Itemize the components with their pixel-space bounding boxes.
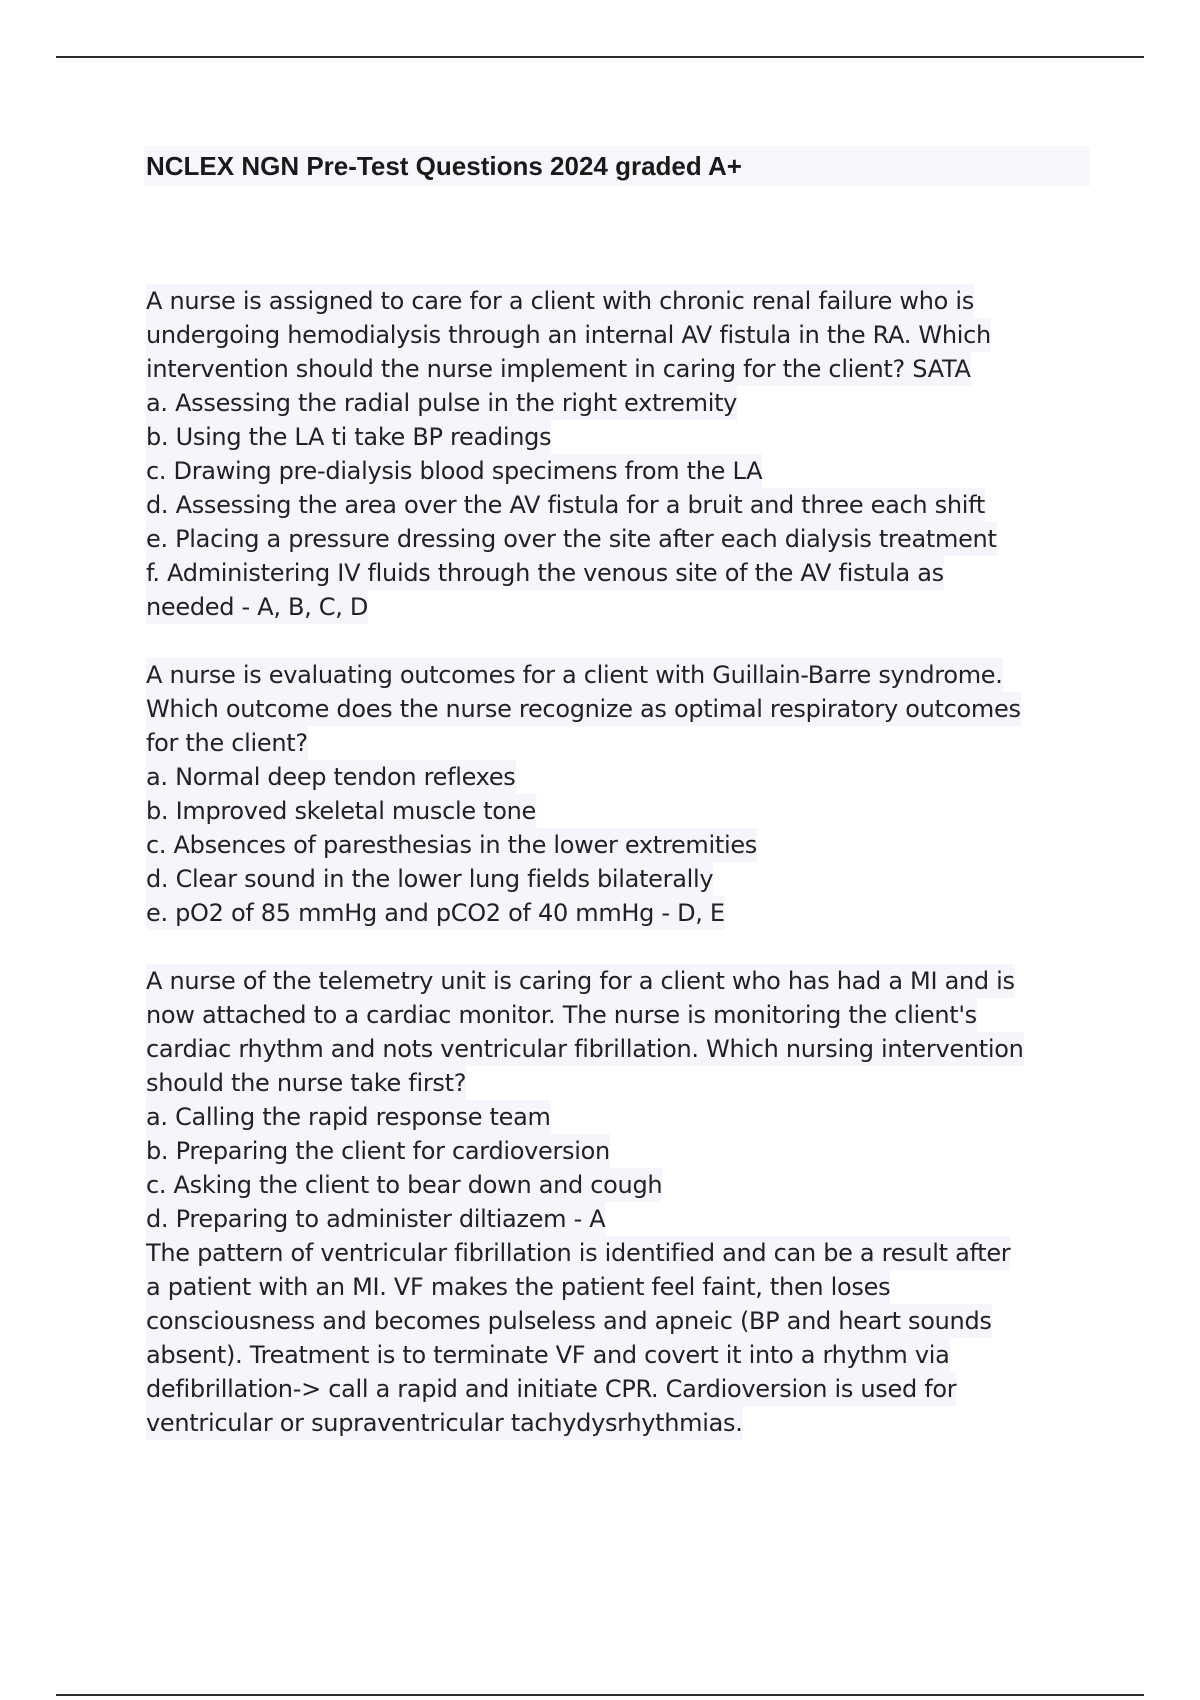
answer-option: e. Placing a pressure dressing over the site after each dialysis treatment: [146, 522, 997, 556]
text-line: A nurse of the telemetry unit is caring for a client who has had a MI and is: [146, 964, 1015, 998]
text-line: undergoing hemodialysis through an internal AV fistula in the RA. Which: [146, 318, 991, 352]
rationale-line: consciousness and becomes pulseless and apneic (BP and heart sounds: [146, 1304, 992, 1338]
answer-option: b. Preparing the client for cardioversion: [146, 1134, 610, 1168]
answer-option: a. Calling the rapid response team: [146, 1100, 551, 1134]
text-line: should the nurse take first?: [146, 1066, 466, 1100]
rationale-line: The pattern of ventricular fibrillation is identified and can be a result after: [146, 1236, 1010, 1270]
answer-option: d. Assessing the area over the AV fistula for a bruit and three each shift: [146, 488, 985, 522]
question-block-1: [146, 284, 1106, 624]
answer-option: c. Drawing pre-dialysis blood specimens from the LA: [146, 454, 762, 488]
answer-option: c. Absences of paresthesias in the lower extremities: [146, 828, 757, 862]
answer-option: c. Asking the client to bear down and cough: [146, 1168, 662, 1202]
answer-key: e. pO2 of 85 mmHg and pCO2 of 40 mmHg - D, E: [146, 896, 725, 930]
answer-option: d. Clear sound in the lower lung fields bilaterally: [146, 862, 713, 896]
answer-key: needed - A, B, C, D: [146, 590, 368, 624]
text-line: now attached to a cardiac monitor. The nurse is monitoring the client's: [146, 998, 977, 1032]
answer-option: b. Using the LA ti take BP readings: [146, 420, 551, 454]
question-block-3: [146, 964, 1106, 1440]
rationale-line: ventricular or supraventricular tachydysrhythmias.: [146, 1406, 743, 1440]
document-title: NCLEX NGN Pre-Test Questions 2024 graded A+: [146, 151, 742, 181]
rationale-line: absent). Treatment is to terminate VF and covert it into a rhythm via: [146, 1338, 950, 1372]
text-line: for the client?: [146, 726, 308, 760]
answer-option: f. Administering IV fluids through the venous site of the AV fistula as: [146, 556, 944, 590]
answer-option: a. Assessing the radial pulse in the right extremity: [146, 386, 737, 420]
top-divider: [56, 56, 1144, 58]
text-line: cardiac rhythm and nots ventricular fibrillation. Which nursing intervention: [146, 1032, 1024, 1066]
rationale-line: a patient with an MI. VF makes the patient feel faint, then loses: [146, 1270, 890, 1304]
answer-option: b. Improved skeletal muscle tone: [146, 794, 536, 828]
text-line: intervention should the nurse implement in caring for the client? SATA: [146, 352, 971, 386]
answer-option: a. Normal deep tendon reflexes: [146, 760, 516, 794]
question-block-2: [146, 658, 1106, 930]
answer-key: d. Preparing to administer diltiazem - A: [146, 1202, 605, 1236]
rationale-line: defibrillation-> call a rapid and initiate CPR. Cardioversion is used for: [146, 1372, 956, 1406]
text-line: A nurse is evaluating outcomes for a client with Guillain-Barre syndrome.: [146, 658, 1003, 692]
document-body: [146, 284, 1106, 1474]
bottom-divider: [56, 1694, 1144, 1696]
text-line: A nurse is assigned to care for a client with chronic renal failure who is: [146, 284, 974, 318]
text-line: Which outcome does the nurse recognize as optimal respiratory outcomes: [146, 692, 1021, 726]
